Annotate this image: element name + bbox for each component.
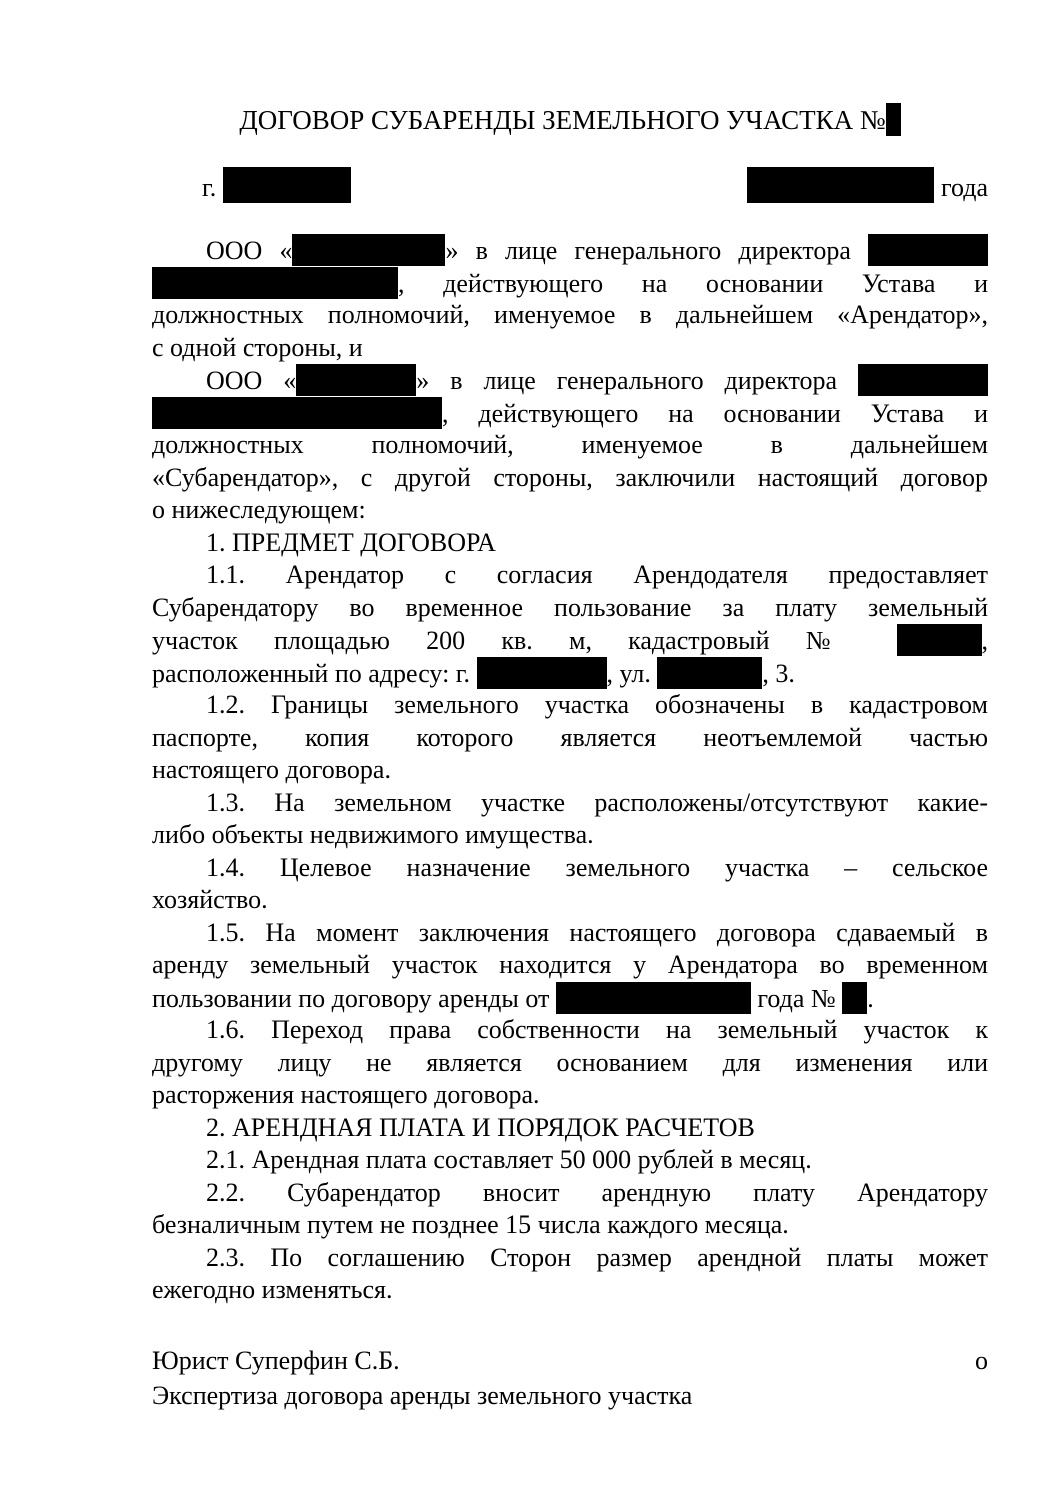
document-title-text: ДОГОВОР СУБАРЕНДЫ ЗЕМЕЛЬНОГО УЧАСТКА № (239, 105, 886, 135)
document-footer (152, 1343, 988, 1413)
redaction-box (858, 364, 988, 396)
sublessee-party-line-1: ООО « » в лице генерального директора (152, 364, 988, 397)
section-2-heading: 2. АРЕНДНАЯ ПЛАТА И ПОРЯДОК РАСЧЕТОВ (206, 1112, 755, 1142)
blank-line (152, 136, 988, 167)
clause-1-4-line-1: 1.4. Целевое назначение земельного участка – сельское (206, 852, 988, 882)
sublessee-party-line-4: «Субарендатор», с другой стороны, заключили настоящий договор (152, 462, 988, 492)
sublessee-party-line-3: должностных полномочий, именуемое в дальнейшем (152, 430, 988, 459)
redaction-box (868, 234, 988, 266)
place-and-date-line (152, 167, 988, 205)
clause-1-5-line-1: 1.5. На момент заключения настоящего договора сдаваемый в (206, 917, 988, 947)
clause-1-4-line-2: хозяйство. (152, 885, 268, 914)
redaction-box (152, 267, 398, 299)
redaction-box (223, 167, 351, 203)
lessor-party-line-3: должностных полномочий, именуемое в дальнейшем «Арендатор», (152, 300, 988, 329)
clause-1-1-line-4: расположенный по адресу: г. , ул. , 3. (152, 658, 795, 688)
clause-1-6-line-2: другому лицу не является основанием для изменения или (152, 1047, 988, 1077)
redaction-box (657, 657, 762, 689)
clause-2-2-line-2: безналичным путем не позднее 15 числа каждого месяца. (152, 1210, 789, 1239)
clause-1-6-line-3: расторжения настоящего договора. (152, 1080, 540, 1109)
footer-description: Экспертиза договора аренды земельного участка (152, 1380, 693, 1410)
clause-1-6-line-1: 1.6. Переход права собственности на земельный участок к (206, 1015, 988, 1044)
redaction-box (152, 397, 442, 429)
clause-1-1-line-1: 1.1. Арендатор с согласия Арендодателя предоставляет (206, 560, 988, 589)
clause-1-2-line-3: настоящего договора. (152, 755, 391, 784)
blank-line (152, 205, 988, 234)
redaction-box (842, 982, 867, 1014)
clause-2-2-line-1: 2.2. Субарендатор вносит арендную плату Арендатору (206, 1177, 988, 1207)
footer-signature-line (152, 1343, 988, 1378)
sublessee-party-line-5: о нижеследующем: (152, 495, 366, 524)
lessor-party-line-4: с одной стороны, и (152, 332, 363, 362)
clause-2-1-line-1: 2.1. Арендная плата составляет 50 000 рублей в месяц. (206, 1145, 812, 1174)
clause-1-3-line-2: либо объекты недвижимого имущества. (152, 820, 594, 849)
sublessee-party-line-2: , действующего на основании Устава и (152, 397, 988, 430)
clause-1-1-line-3: участок площадью 200 кв. м, кадастровый № , (152, 626, 988, 655)
clause-1-2-line-1: 1.2. Границы земельного участка обозначены в кадастровом (206, 690, 988, 719)
clause-1-1-line-2: Субарендатору во временное пользование за плату земельный (152, 592, 988, 622)
clause-1-5-line-3: пользовании по договору аренды от года № . (152, 983, 874, 1013)
redaction-box (556, 982, 751, 1014)
clause-2-3-line-2: ежегодно изменяться. (152, 1275, 393, 1304)
redaction-box (886, 103, 901, 136)
lessor-party-line-1: ООО « » в лице генерального директора (152, 234, 988, 267)
contract-body (152, 167, 988, 1307)
redaction-box (897, 624, 982, 656)
document-title (152, 103, 988, 136)
redaction-box (747, 167, 934, 203)
footer-stray-char: о (975, 1345, 988, 1375)
split-line-right: года (747, 167, 988, 205)
redaction-box (477, 657, 607, 689)
lawyer-name: Юрист Суперфин С.Б. (152, 1345, 400, 1375)
redaction-box (296, 364, 416, 396)
split-line-left: г. (152, 167, 351, 205)
clause-1-2-line-2: паспорте, копия которого является неотъемлемой частью (152, 722, 988, 752)
redaction-box (292, 234, 445, 266)
document-content (152, 103, 988, 1413)
clause-1-3-line-1: 1.3. На земельном участке расположены/отсутствуют какие- (206, 787, 988, 817)
section-1-heading: 1. ПРЕДМЕТ ДОГОВОРА (206, 527, 496, 557)
lessor-party-line-2: , действующего на основании Устава и (152, 267, 988, 300)
clause-2-3-line-1: 2.3. По соглашению Сторон размер арендной платы может (206, 1242, 988, 1272)
clause-1-5-line-2: аренду земельный участок находится у Арендатора во временном (152, 950, 988, 979)
